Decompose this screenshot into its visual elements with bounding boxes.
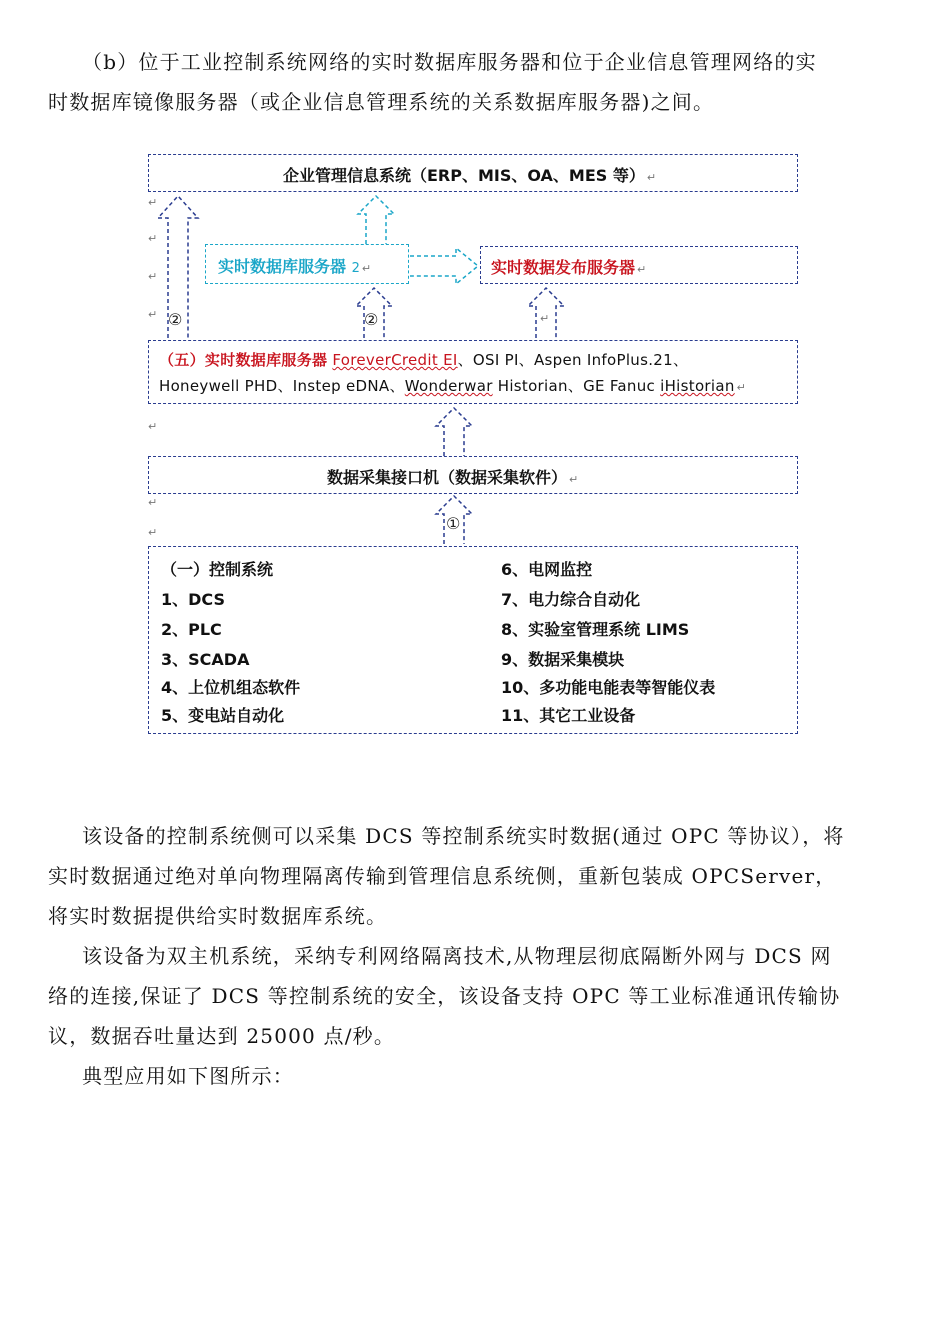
return-mark: ↵ xyxy=(148,196,158,209)
control-list-item: 2、PLC xyxy=(161,620,222,639)
realtime-db-vendors-title: （五）实时数据库服务器 xyxy=(159,351,328,369)
publish-server-box: 实时数据发布服务器 ↵ xyxy=(480,246,798,284)
vendor-instep: Instep eDNA xyxy=(292,377,390,395)
return-mark: ↵ xyxy=(148,420,158,433)
publish-server-label: 实时数据发布服务器 xyxy=(491,258,636,277)
control-list-item: 7、电力综合自动化 xyxy=(501,590,641,609)
realtime-db-server-number: 2 xyxy=(351,261,360,276)
control-systems-box xyxy=(148,546,798,734)
control-list-item: 1、DCS xyxy=(161,590,225,609)
control-list-item: 3、SCADA xyxy=(161,650,250,669)
return-mark: ↵ xyxy=(148,308,158,321)
cyan-right-arrow xyxy=(410,248,478,284)
control-list-item: 10、多功能电能表等智能仪表 xyxy=(501,678,716,697)
body-p2-line-3: 议，数据吞吐量达到 25000 点/秒。 xyxy=(48,1024,396,1048)
return-mark: ↵ xyxy=(148,526,158,539)
control-list-item: 6、电网监控 xyxy=(501,560,593,579)
realtime-db-vendors-box: （五）实时数据库服务器 ForeverCredit EI、OSI PI、Aspen InfoPlus.21、 Honeywell PHD、Instep eDNA、Wonderwar Historian、GE Fanuc iHistorian ↵ xyxy=(148,340,798,404)
data-collector-box: 数据采集接口机（数据采集软件） ↵ xyxy=(148,456,798,494)
control-list-item: （一）控制系统 xyxy=(161,560,274,579)
body-p1-line-2: 实时数据通过绝对单向物理隔离传输到管理信息系统侧，重新包装成 OPCServer， xyxy=(48,864,837,888)
control-list-item: 5、变电站自动化 xyxy=(161,706,285,725)
return-mark: ↵ xyxy=(148,496,158,509)
control-list-item: 8、实验室管理系统 LIMS xyxy=(501,620,690,639)
body-p2-line-2: 络的连接,保证了 DCS 等控制系统的安全，该设备支持 OPC 等工业标准通讯传输协 xyxy=(48,984,841,1008)
control-list-item: 11、其它工业设备 xyxy=(501,706,636,725)
step-2-marker: ② xyxy=(364,310,379,329)
collector-to-db-arrow xyxy=(436,408,472,456)
control-list-item: 4、上位机组态软件 xyxy=(161,678,301,697)
return-mark: ↵ xyxy=(148,232,158,245)
body-p3-line-1: 典型应用如下图所示： xyxy=(82,1064,294,1088)
vendor-honeywell: Honeywell PHD、 xyxy=(159,377,293,395)
body-paragraph-1 xyxy=(48,816,908,936)
body-p1-line-3: 将实时数据提供给实时数据库系统。 xyxy=(48,904,388,928)
enterprise-system-box: 企业管理信息系统（ERP、MIS、OA、MES 等） ↵ xyxy=(148,154,798,192)
body-p1-line-1: 该设备的控制系统侧可以采集 DCS 等控制系统实时数据(通过 OPC 等协议），将 xyxy=(82,824,845,848)
data-collector-label: 数据采集接口机（数据采集软件） xyxy=(327,468,568,487)
vendor-gefanuc: Historian、GE Fanuc xyxy=(492,377,661,395)
vendor-wonderware: Wonderwar xyxy=(404,377,493,395)
return-mark: ↵ xyxy=(148,270,158,283)
body-p2-line-1: 该设备为双主机系统，采纳专利网络隔离技术,从物理层彻底隔断外网与 DCS 网 xyxy=(82,944,832,968)
step-1-marker: ① xyxy=(446,514,461,533)
intro-line-2: 时数据库镜像服务器（或企业信息管理系统的关系数据库服务器)之间。 xyxy=(48,90,715,114)
step-2-marker: ② xyxy=(168,310,183,329)
enterprise-system-label: 企业管理信息系统（ERP、MIS、OA、MES 等） xyxy=(283,166,645,185)
control-list-item: 9、数据采集模块 xyxy=(501,650,625,669)
cyan-up-arrow xyxy=(358,196,394,244)
body-paragraph-3 xyxy=(48,1056,908,1096)
vendor-ihistorian: iHistorian xyxy=(660,377,735,395)
realtime-db-server-box: 实时数据库服务器 2 ↵ xyxy=(205,244,409,284)
vendor-forevercredit: ForeverCredit EI xyxy=(332,351,458,369)
vendor-list-line1: 、OSI PI、Aspen InfoPlus.21、 xyxy=(457,351,689,369)
return-mark: ↵ xyxy=(540,312,550,325)
realtime-db-server-label: 实时数据库服务器 xyxy=(218,257,347,276)
intro-line-1: （b）位于工业控制系统网络的实时数据库服务器和位于企业信息管理网络的实 xyxy=(82,50,817,74)
body-paragraph-2 xyxy=(48,936,908,1056)
